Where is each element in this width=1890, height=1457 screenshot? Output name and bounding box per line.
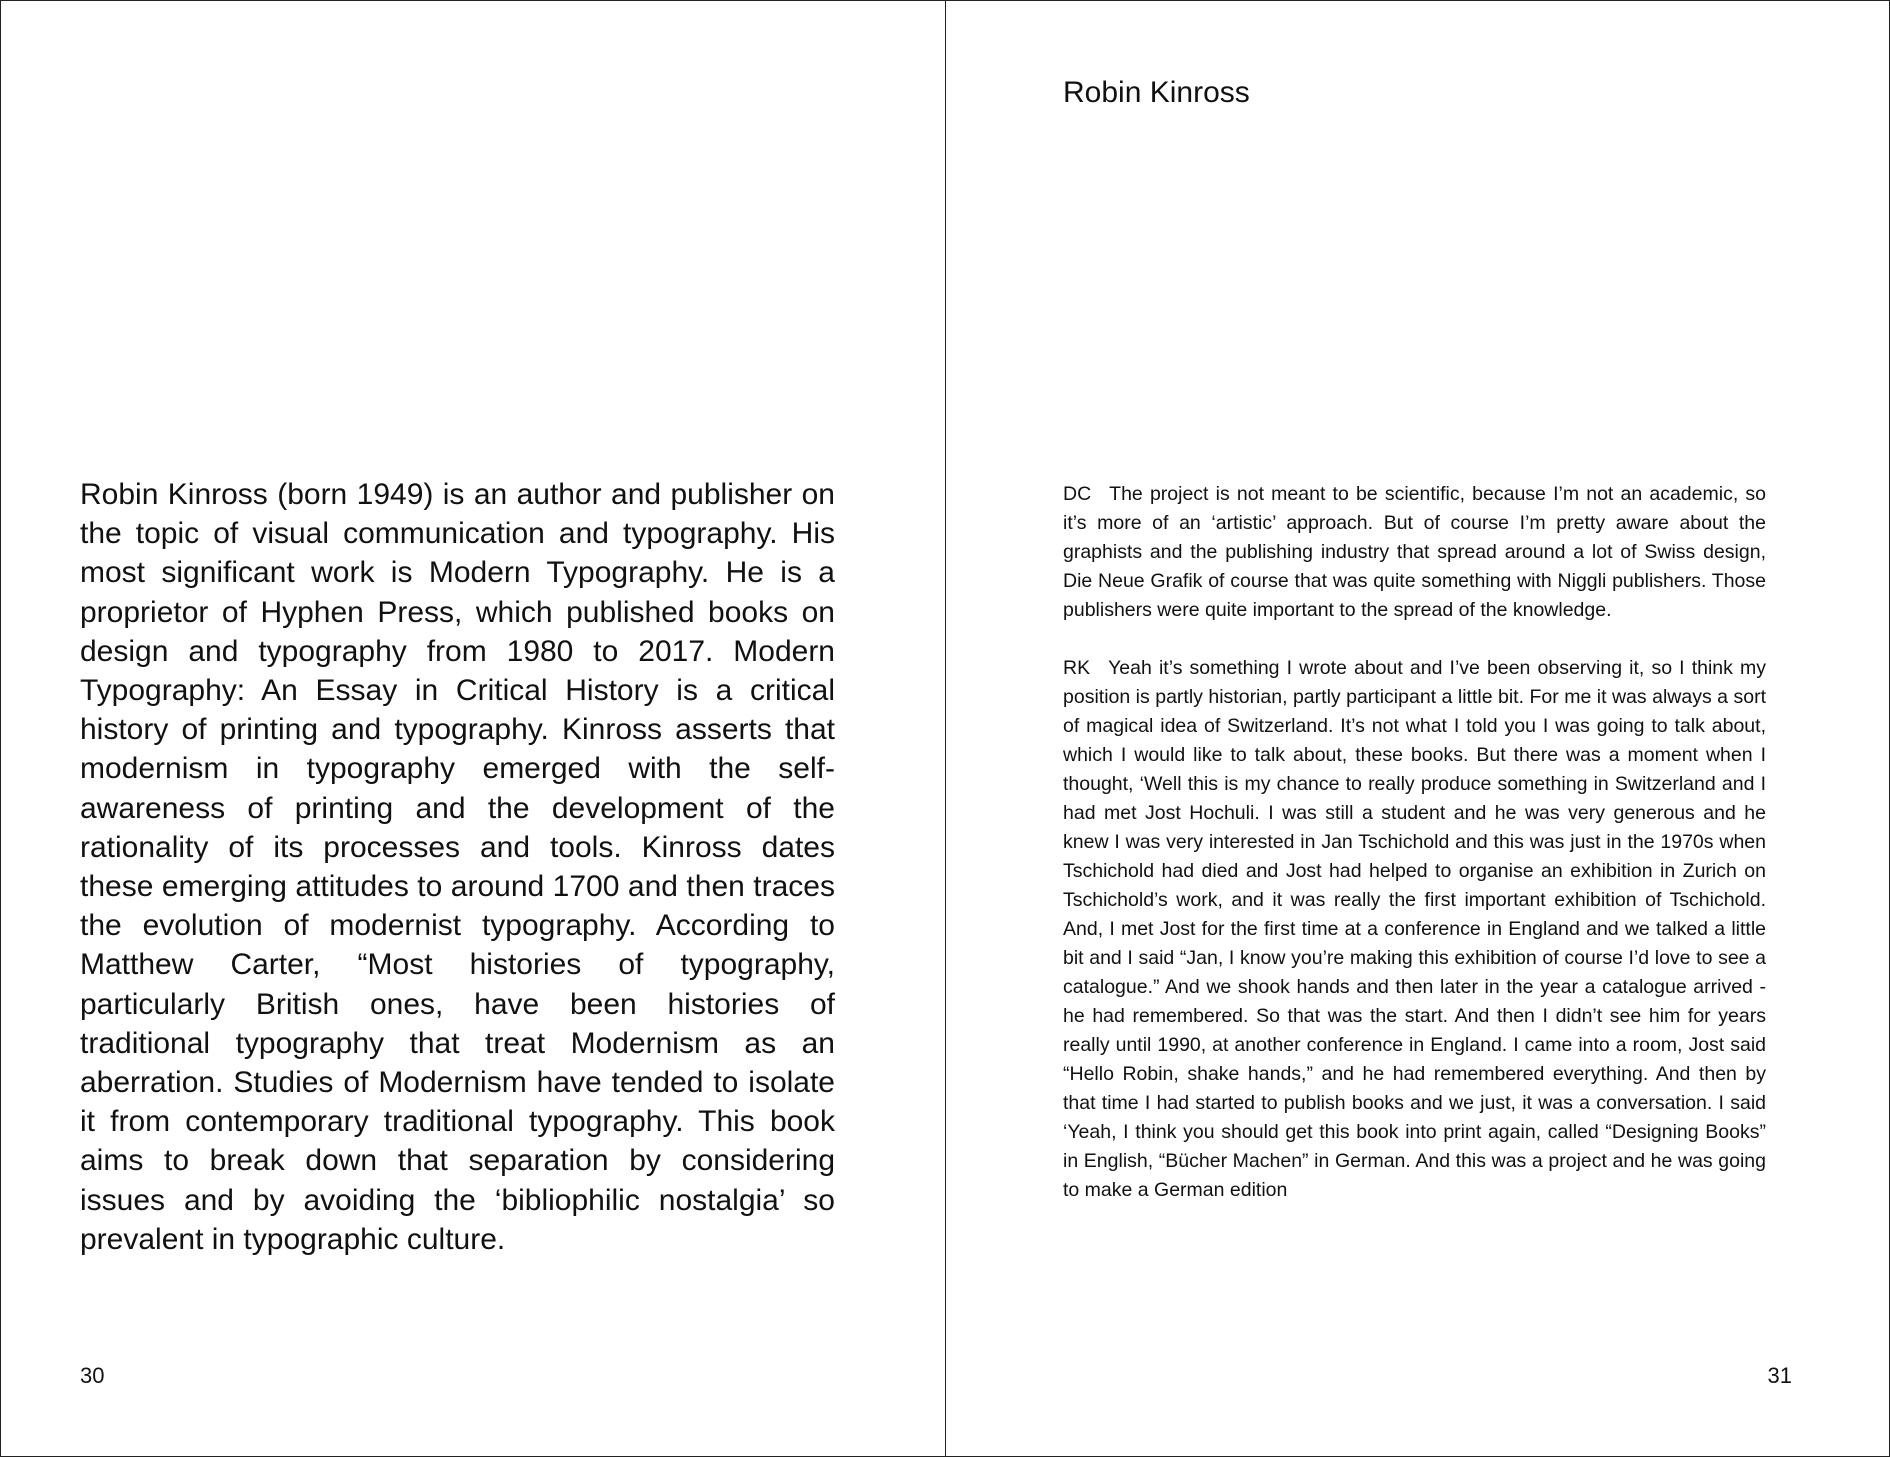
speaker-label: DC (1063, 483, 1092, 505)
right-page (946, 1, 1889, 1456)
author-bio: Robin Kinross (born 1949) is an author and publisher on the topic of visual communication and typography. His most significant work is Modern Typography. He is a proprietor of Hyphen Press, which published books on design and typography from 1980 to 2017. Modern Typography: An Essay in Critical History is a critical history of printing and typography. Kinross asserts that modernism in typography emerged with the self-awareness of printing and the development of the rationality of its processes and tools. Kinross dates these emerging attitudes to around 1700 and then traces the evolution of modernist typography. According to Matthew Carter, “Most histories of typography, particularly British ones, have been histories of traditional typography that treat Modernism as an aberration. Studies of Modernism have tended to isolate it from contemporary traditional typography. This book aims to break down that separation by considering issues and by avoiding the ‘bibliophilic nostalgia’ so prevalent in typographic culture. (80, 478, 835, 1256)
dialogue-text: Yeah it’s something I wrote about and I’ve been observing it, so I think my position is partly historian, partly participant a little bit. For me it was always a sort of magical idea of Switzerland. It’s not what I told you I was going to talk about, which I would like to talk about, these books. But there was a moment when I thought, ‘Well this is my chance to really produce something in Switzerland and I had met Jost Hochuli. I was still a student and he was very generous and he knew I was very interested in Jan Tschichold and this was just in the 1970s when Tschichold had died and Jost had helped to organise an exhibition in Zurich on Tschichold’s work, and it was really the first important exhibition of Tschichold. And, I met Jost for the first time at a conference in England and we talked a little bit and I said “Jan, I know you’re making this exhibition of course I’d love to see a catalogue.” And we shook hands and then later in the year a catalogue arrived - he had remembered. So that was the start. And then I didn’t see him for years really until 1990, at another conference in England. I came into a room, Jost said “Hello Robin, shake hands,” and he had remembered everything. And then by that time I had started to publish books and we just, it was a conversation. I said ‘Yeah, I think you should get this book into print again, called “Designing Books” in English, “Bücher Machen” in German. And this was a project and he was going to make a German edition (1063, 657, 1766, 1201)
speaker-label: RK (1063, 657, 1091, 679)
dialogue-paragraph (1063, 654, 1766, 1205)
page-number-right: 31 (1767, 1363, 1792, 1388)
interview-text (1063, 480, 1766, 1205)
page-heading: Robin Kinross (1063, 76, 1250, 109)
left-page (1, 1, 945, 1456)
dialogue-paragraph (1063, 480, 1766, 625)
dialogue-text: The project is not meant to be scientific, because I’m not an academic, so it’s more of an ‘artistic’ approach. But of course I’m pretty aware about the graphists and the publishing industry that spread around a lot of Swiss design, Die Neue Grafik of course that was quite something with Niggli publishers. Those publishers were quite important to the spread of the knowledge. (1063, 483, 1766, 621)
page-number-left: 30 (80, 1363, 105, 1388)
